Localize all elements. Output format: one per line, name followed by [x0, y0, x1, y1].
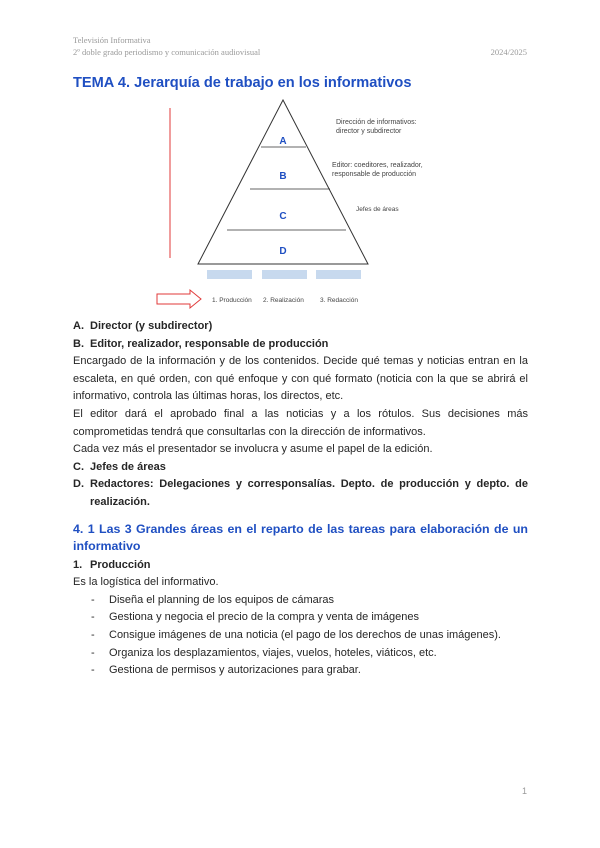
bullet-marker: - — [91, 593, 95, 606]
bullet-text: Gestiona y negocia el precio de la compra y venta de imágenes — [109, 611, 420, 624]
area-box-realization — [262, 270, 307, 279]
page-title: TEMA 4. Jerarquía de trabajo en los informativos — [73, 75, 412, 91]
bullet-text: Diseña el planning de los equipos de cámaras — [109, 593, 335, 606]
paragraph-editor-role: Encargado de la información y de los contenidos. Decide qué temas y noticias entran en la escaleta, en qué orden, con qué enfoque y con qué formato (noticia con la que se abrirá el informativo, controla las últimas horas, los directos, etc. — [73, 355, 528, 403]
bullet-item — [73, 609, 528, 627]
bullet-text: Organiza los desplazamientos, viajes, vuelos, hoteles, viáticos, etc. — [109, 646, 437, 659]
bullet-text: Consigue imágenes de una noticia (el pago de los derechos de unas imágenes). — [109, 628, 501, 641]
paragraph-presenter: Cada vez más el presentador se involucra y asume el papel de la edición. — [73, 443, 433, 456]
bullet-marker: - — [91, 628, 95, 641]
hierarchy-pyramid-diagram — [150, 96, 450, 312]
area-box-newsroom — [316, 270, 361, 279]
list-item-b — [73, 336, 528, 354]
list-item-text: Jefes de áreas — [90, 460, 166, 473]
level-c-label: C — [279, 211, 287, 222]
bullet-marker: - — [91, 611, 95, 624]
bullet-text: Gestiona de permisos y autorizaciones para grabar. — [109, 664, 361, 677]
bullet-item — [73, 645, 528, 663]
list-marker: 1. — [73, 558, 83, 571]
bullet-item — [73, 592, 528, 610]
list-marker: A. — [73, 320, 84, 332]
list-marker: B. — [73, 337, 84, 350]
list-item-text: Redactores: Delegaciones y corresponsalías. Depto. de producción y depto. de realización. — [90, 478, 528, 508]
header-date: 2024/2025 — [490, 47, 527, 57]
annotation-b-line2: responsable de producción — [332, 171, 417, 178]
red-arrow-icon — [157, 290, 201, 308]
bullet-marker: - — [91, 646, 95, 659]
subsection-heading — [73, 557, 528, 575]
level-d-label: D — [279, 246, 287, 257]
list-marker: C. — [73, 460, 84, 473]
annotation-a-line1: Dirección de informativos: — [336, 119, 417, 126]
annotation-a-line2: director y subdirector — [336, 128, 402, 135]
annotation-c: Jefes de áreas — [356, 206, 399, 213]
subsection-title: Producción — [90, 558, 151, 571]
bullet-item — [73, 627, 528, 645]
level-b-label: B — [279, 171, 287, 182]
header-degree: 2º doble grado periodismo y comunicación audiovisual — [73, 47, 261, 57]
bullet-item — [73, 662, 528, 680]
annotation-b-line1: Editor: coeditores, realizador, — [332, 162, 423, 169]
list-item-text: Director (y subdirector) — [90, 320, 213, 332]
bottom-label-newsroom: 3. Redacción — [320, 297, 358, 304]
paragraph-editor-approval: El editor dará el aprobado final a las noticias y a los rótulos. Sus decisiones más comprometidas tendrá que consultarlas con la dirección de informativos. — [73, 407, 528, 438]
bottom-label-realization: 2. Realización — [263, 297, 304, 304]
body-text — [73, 318, 528, 680]
list-item-a — [73, 318, 528, 336]
list-item-d — [73, 476, 528, 511]
bullet-marker: - — [91, 664, 95, 677]
section-heading: 4. 1 Las 3 Grandes áreas en el reparto de las tareas para elaboración de un informativo — [73, 521, 528, 553]
level-a-label: A — [279, 136, 287, 147]
bottom-label-production: 1. Producción — [212, 297, 252, 304]
page-number: 1 — [521, 786, 527, 796]
area-box-production — [207, 270, 252, 279]
list-item-text: Editor, realizador, responsable de producción — [90, 337, 329, 350]
list-item-c — [73, 459, 528, 477]
list-marker: D. — [73, 478, 84, 491]
production-intro: Es la logística del informativo. — [73, 576, 219, 589]
header-course: Televisión Informativa — [73, 35, 151, 45]
